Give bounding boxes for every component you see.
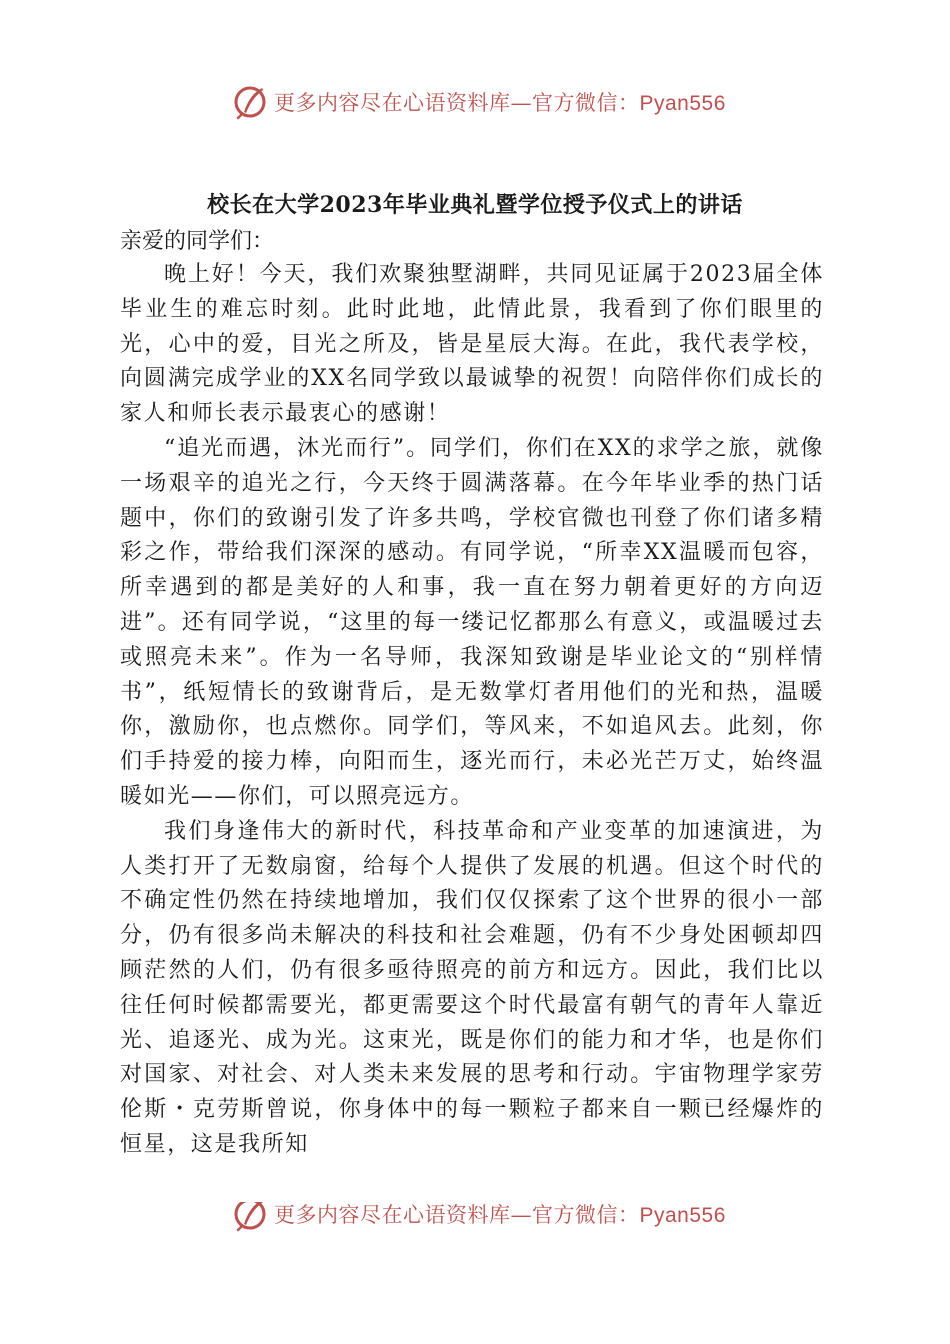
document-title: 校长在大学2023年毕业典礼暨学位授予仪式上的讲话 (207, 192, 743, 218)
paragraph-2: “追光而遇，沐光而行”。同学们，你们在XX的求学之旅，就像一场艰辛的追光之行，今天终于圆满落幕。在今年毕业季的热门话题中，你们的致谢引发了许多共鸣，学校官微也刊登了你们诸多精彩之作，带给我们深深的感动。有同学说，“所幸XX温暖而包容，所幸遇到的都是美好的人和事，我一直在努力朝着更好的方向迈进”。还有同学说，“这里的每一缕记忆都那么有意义，或温暖过去或照亮未来”。作为一名导师，我深知致谢是毕业论文的“别样情书”，纸短情长的致谢背后，是无数掌灯者用他们的光和热，温暖你，激励你，也点燃你。同学们，等风来，不如追风去。此刻，你们手持爱的接力棒，向阳而生，逐光而行，未必光芒万丈，始终温暖如光——你们，可以照亮远方。 (120, 435, 824, 809)
paragraph-3: 我们身逢伟大的新时代，科技革命和产业变革的加速演进，为人类打开了无数扇窗，给每个人提供了发展的机遇。但这个时代的不确定性仍然在持续地增加，我们仅仅探索了这个世界的很小一部分，仍有很多尚未解决的科技和社会难题，仍有不少身处困顿却四顾茫然的人们，仍有很多亟待照亮的前方和远方。因此，我们比以往任何时候都需要光，都更需要这个时代最富有朝气的青年人靠近光、追逐光、成为光。这束光，既是你们的能力和才华，也是你们对国家、对社会、对人类未来发展的思考和行动。宇宙物理学家劳伦斯・克劳斯曾说，你身体中的每一颗粒子都来自一颗已经爆炸的恒星，这是我所知 (120, 818, 824, 1157)
watermark-text (274, 1202, 726, 1229)
watermark-brand: 更多内容尽在心语资料库 (274, 1203, 511, 1227)
watermark-text (274, 87, 726, 117)
watermark-dash: — (510, 1203, 532, 1227)
watermark-wechat-id: Pyan556 (639, 1204, 726, 1227)
watermark-wechat-id: Pyan556 (639, 92, 726, 115)
watermark-brand: 更多内容尽在心语资料库 (274, 91, 511, 115)
quill-logo-icon (232, 84, 268, 120)
watermark-dash: — (510, 91, 532, 115)
footer-watermark-banner (0, 1202, 950, 1236)
quill-logo-icon (232, 1202, 268, 1232)
salutation: 亲爱的同学们： (120, 229, 275, 254)
paragraph-1: 晚上好！今天，我们欢聚独墅湖畔，共同见证属于2023届全体毕业生的难忘时刻。此时此地，此情此景，我看到了你们眼里的光，心中的爱，目光之所及，皆是星辰大海。在此，我代表学校，向圆满完成学业的XX名同学致以最诚挚的祝贺！向陪伴你们成长的家人和师长表示最衷心的感谢！ (120, 262, 824, 427)
document-body (120, 258, 824, 1163)
watermark-wechat-label: 官方微信： (532, 1203, 640, 1227)
watermark-wechat-label: 官方微信： (532, 91, 640, 115)
header-watermark-banner (0, 80, 950, 124)
